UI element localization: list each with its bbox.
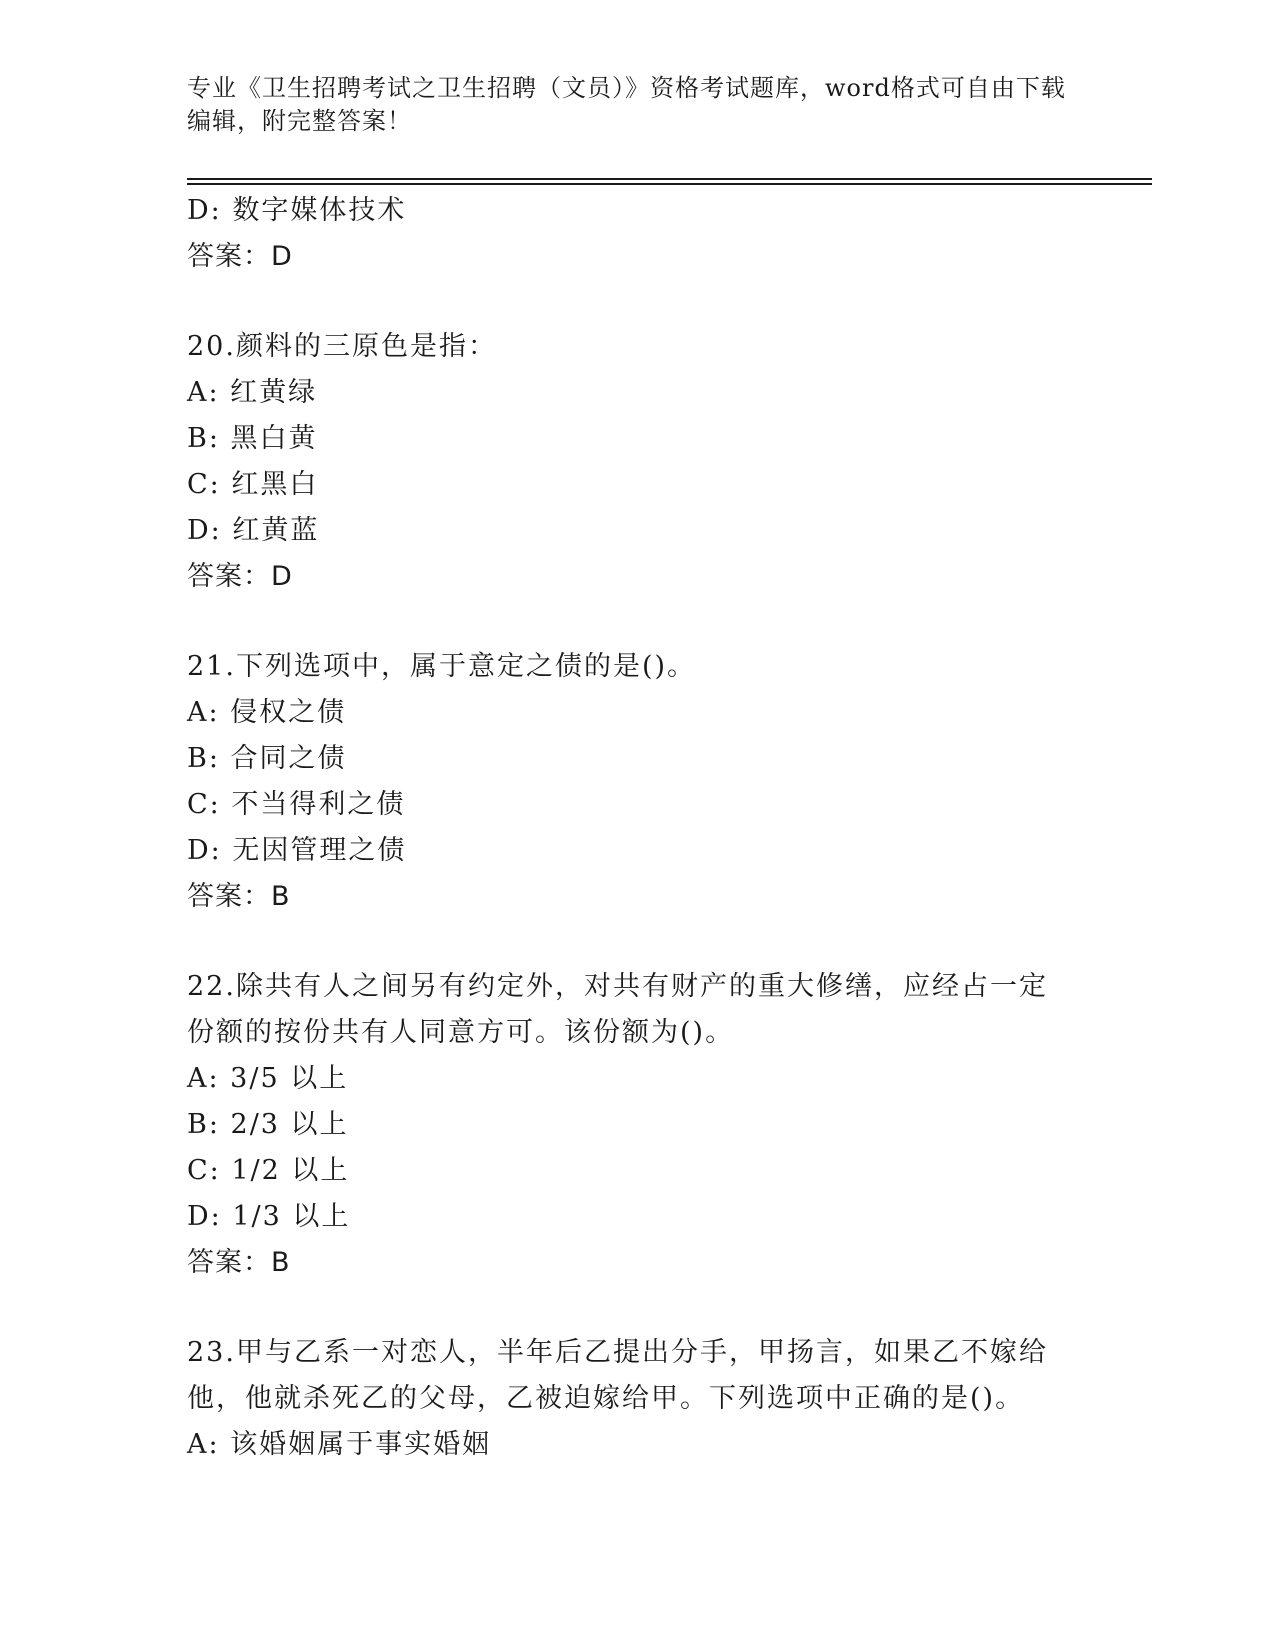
option-a: A: 侵权之债 xyxy=(187,697,347,728)
option-d: D: 红黄蓝 xyxy=(187,515,320,546)
option-c: C: 1/2 以上 xyxy=(187,1155,350,1186)
answer: 答案：B xyxy=(187,1247,291,1278)
answer: 答案：B xyxy=(187,881,291,912)
option-a: A: 3/5 以上 xyxy=(187,1063,349,1094)
question-stem: 23.甲与乙系一对恋人，半年后乙提出分手，甲扬言，如果乙不嫁给他，他就杀死乙的父母，乙被迫嫁给甲。下列选项中正确的是()。 xyxy=(187,1337,1048,1414)
question-stem: 21.下列选项中，属于意定之债的是()。 xyxy=(187,651,697,682)
header-divider xyxy=(187,178,1152,180)
option-a: A: 红黄绿 xyxy=(187,377,318,408)
answer: 答案：D xyxy=(187,241,293,272)
question-list xyxy=(187,188,1067,1468)
option-b: B: 2/3 以上 xyxy=(187,1109,349,1140)
question-23 xyxy=(187,1330,1067,1468)
option-c: C: 红黑白 xyxy=(187,469,319,500)
question-stem: 22.除共有人之间另有约定外，对共有财产的重大修缮，应经占一定份额的按份共有人同意方可。该份额为()。 xyxy=(187,971,1048,1048)
page-header: 专业《卫生招聘考试之卫生招聘（文员）》资格考试题库，word格式可自由下载编辑，附完整答案！ xyxy=(187,74,1066,135)
question-22 xyxy=(187,964,1067,1286)
option-a: A: 该婚姻属于事实婚姻 xyxy=(187,1429,492,1460)
option-c: C: 不当得利之债 xyxy=(187,789,406,820)
option-b: B: 合同之债 xyxy=(187,743,347,774)
question-stem: 20.颜料的三原色是指： xyxy=(187,331,497,362)
option-d: D: 1/3 以上 xyxy=(187,1201,351,1232)
answer: 答案：D xyxy=(187,561,293,592)
question-20 xyxy=(187,324,1067,600)
header-divider-second xyxy=(187,183,1152,185)
option-b: B: 黑白黄 xyxy=(187,423,318,454)
question-21 xyxy=(187,644,1067,920)
option-d: D: 数字媒体技术 xyxy=(187,195,407,226)
option-d: D: 无因管理之债 xyxy=(187,835,407,866)
